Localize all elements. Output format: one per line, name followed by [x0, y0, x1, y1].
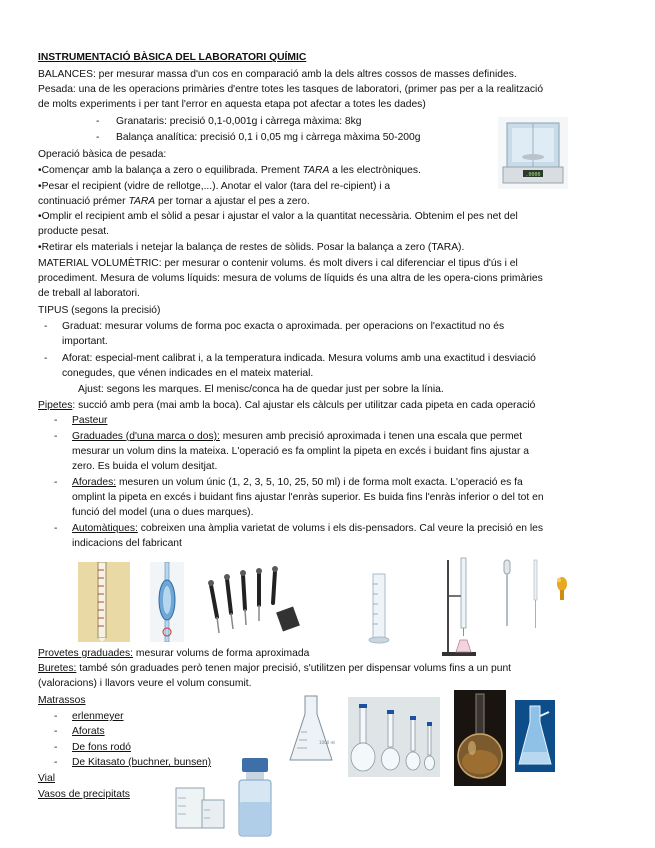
step-text: per tornar a ajustar el pes a zero. — [155, 196, 310, 207]
graduated-pipette-image — [78, 562, 130, 642]
pesada-step-2-cont — [38, 195, 310, 208]
pipeta-aforades — [72, 476, 523, 489]
vial-label: Vial — [38, 773, 55, 784]
buretes-label: Buretes: — [38, 663, 77, 674]
graduated-cylinder-image — [368, 572, 390, 644]
volumetric-intro-2: procediment. Mesura de volums líquids: mesura de volums de líquids és una altra de les opera-cions primàries — [38, 273, 543, 284]
tipus-graduat: Graduat: mesurar volums de forma poc exacta o aproximada. per operacions on l'exactitud no és — [62, 321, 505, 332]
flask-volume-label: 1000 ml — [319, 740, 335, 745]
pipeta-pasteur: Pasteur — [72, 415, 108, 426]
vial-image — [236, 756, 274, 840]
automatic-pipettes-image — [203, 565, 301, 639]
bullet-dash: - — [54, 726, 58, 737]
graduades-label: Graduades (d'una marca o dos): — [72, 431, 220, 442]
pesada-line-1: Pesada: una de les operacions primàries d'entre totes les tasques de laboratori, (primer pas per a la realització — [38, 84, 544, 95]
provetes-label: Provetes graduades: — [38, 648, 134, 659]
kitasato-flask-icon — [515, 700, 555, 772]
step-text: •Començar amb la balança a zero o equilibrada. Prement — [38, 165, 303, 176]
pipeta-graduades-cont: zero. Es buida el volum desitjat. — [72, 461, 218, 472]
bullet-dash: - — [44, 321, 48, 332]
tipus-graduat-cont: important. — [62, 336, 108, 347]
vasos-label: Vasos de precipitats — [38, 789, 130, 800]
pipette-bulb-icon — [555, 572, 569, 602]
buretes-cont: (valoracions) i llavors veure el volum consumit. — [38, 678, 252, 689]
automatiques-label: Automàtiques: — [72, 523, 138, 534]
page-title: INSTRUMENTACIÓ BÀSICA DEL LABORATORI QUÍMIC — [38, 52, 307, 63]
automatic-pipettes-icon — [203, 565, 301, 639]
pipeta-graduades — [72, 430, 522, 443]
ajust-note: Ajust: segons les marques. El menisc/conca ha de quedar just per sobre la línia. — [78, 384, 444, 395]
bullet-dash: - — [44, 353, 48, 364]
bullet-dash: - — [54, 477, 58, 488]
buretes-text: també són graduades però tenen major precisió, s'utilitzen per dispensar volums fins a un punt — [76, 663, 512, 674]
bullet-dash: - — [54, 711, 58, 722]
aforades-label: Aforades: — [72, 477, 117, 488]
pipeta-aforades-cont: omplint la pipeta en excés i buidant fins ajustar l'enràs superior. Es buida fins l'enràs inferior o del tot en — [72, 492, 544, 503]
tara-keyword: TARA — [302, 165, 330, 176]
graduated-pipette-icon — [78, 562, 130, 642]
bullet-dash: - — [54, 742, 58, 753]
beakers-icon — [172, 782, 228, 832]
tipus-title: TIPUS (segons la precisió) — [38, 305, 161, 316]
volumetric-pipette-image — [150, 562, 184, 642]
pipeta-aforades-cont: funció del model (una o dues marques). — [72, 507, 254, 518]
pesada-step-4: •Retirar els materials i netejar la balança de restes de sòlids. Posar la balança a zero (TARA). — [38, 242, 465, 253]
provetes-line — [38, 647, 309, 660]
burette-stand-image — [440, 556, 480, 658]
operacio-title: Operació bàsica de pesada: — [38, 149, 167, 160]
burette-stand-icon — [440, 556, 480, 658]
pesada-step-1 — [38, 164, 421, 177]
pesada-line-2: de molts experiments i per tant l'error en aquesta etapa pot afectar a totes les dades) — [38, 99, 426, 110]
pipette-bulb-image — [555, 572, 569, 602]
pipeta-automatiques-cont: indicacions del fabricant — [72, 538, 182, 549]
analytical-balance-icon — [498, 117, 568, 189]
aforades-text: mesuren un volum únic (1, 2, 3, 5, 10, 25, 50 ml) i de forma molt exacta. L'operació es fa — [116, 477, 523, 488]
matras-aforats: Aforats — [72, 726, 105, 737]
pipeta-automatiques — [72, 522, 543, 535]
volumetric-flasks-image — [348, 697, 440, 777]
bullet-dash: - — [54, 757, 58, 768]
matrassos-title: Matrassos — [38, 695, 86, 706]
graduades-text: mesuren amb precisió aproximada i tenen una escala que permet — [219, 431, 523, 442]
pipeta-graduades-cont: mesurar un volum dins la mateixa. L'operació es fa omplint la pipeta en excés i buidant fins ajustar a — [72, 446, 529, 457]
tara-keyword: TARA — [128, 196, 156, 207]
pesada-step-2: •Pesar el recipient (vidre de rellotge,...). Anotar el valor (tara del re-cipient) i a — [38, 181, 391, 192]
vial-icon — [236, 756, 274, 840]
matras-kitasato: De Kitasato (buchner, bunsen) — [72, 757, 212, 768]
balance-type-analitica: Balança analítica: precisió 0,1 i 0,05 mg i càrrega màxima 50-200g — [116, 132, 421, 143]
buretes-line — [38, 662, 511, 675]
matras-erlenmeyer: erlenmeyer — [72, 711, 124, 722]
round-bottom-flask-icon — [454, 690, 506, 786]
step-text: a les electròniques. — [329, 165, 421, 176]
pipetes-label: Pipetes — [38, 400, 73, 411]
volumetric-intro-3: de treball al laboratori. — [38, 288, 140, 299]
volumetric-flasks-icon — [348, 697, 440, 777]
automatiques-text: cobreixen una àmplia varietat de volums i els dis-pensadors. Cal veure la precisió en les — [137, 523, 544, 534]
volumetric-intro-1: MATERIAL VOLUMÈTRIC: per mesurar o contenir volums. és molt divers i cal diferenciar el tipus d'ús i el — [38, 258, 518, 269]
balances-intro: BALANCES: per mesurar massa d'un cos en comparació amb la dels altres cossos de masses definides. — [38, 69, 517, 80]
round-bottom-flask-image — [454, 690, 506, 786]
matras-fons-rodo: De fons rodó — [72, 742, 131, 753]
balance-display-text: .0000 — [525, 172, 541, 178]
pesada-step-3-cont: producte pesat. — [38, 226, 109, 237]
erlenmeyer-icon — [287, 692, 335, 764]
pasteur-pipettes-image — [498, 558, 548, 630]
pesada-step-3: •Omplir el recipient amb el sòlid a pesar i ajustar el valor a la quantitat necessària. Obtenim el pes net del — [38, 211, 518, 222]
bullet-dash: - — [96, 132, 100, 143]
provetes-text: mesurar volums de forma aproximada — [133, 648, 310, 659]
bullet-dash: - — [54, 415, 58, 426]
pipetes-line — [38, 399, 535, 412]
balance-type-granataris: Granataris: precisió 0,1-0,001g i càrrega màxima: 8kg — [116, 116, 362, 127]
bullet-dash: - — [96, 116, 100, 127]
analytical-balance-image — [498, 117, 568, 189]
tipus-aforat-cont: conegudes, que vénen indicades en el mateix material. — [62, 368, 314, 379]
tipus-aforat: Aforat: especial-ment calibrat i, a la temperatura indicada. Mesura volums amb una exactitud i desviació — [62, 353, 536, 364]
bullet-dash: - — [54, 523, 58, 534]
kitasato-flask-image — [515, 700, 555, 772]
step-text: continuació prémer — [38, 196, 129, 207]
pipetes-text: : succió amb pera (mai amb la boca). Cal ajustar els càlculs per utilitzar cada pipeta en cada operació — [72, 400, 536, 411]
bullet-dash: - — [54, 431, 58, 442]
beakers-image — [172, 782, 228, 832]
graduated-cylinder-icon — [368, 572, 390, 644]
erlenmeyer-image — [287, 692, 335, 764]
pasteur-pipettes-icon — [498, 558, 548, 630]
volumetric-pipette-icon — [150, 562, 184, 642]
